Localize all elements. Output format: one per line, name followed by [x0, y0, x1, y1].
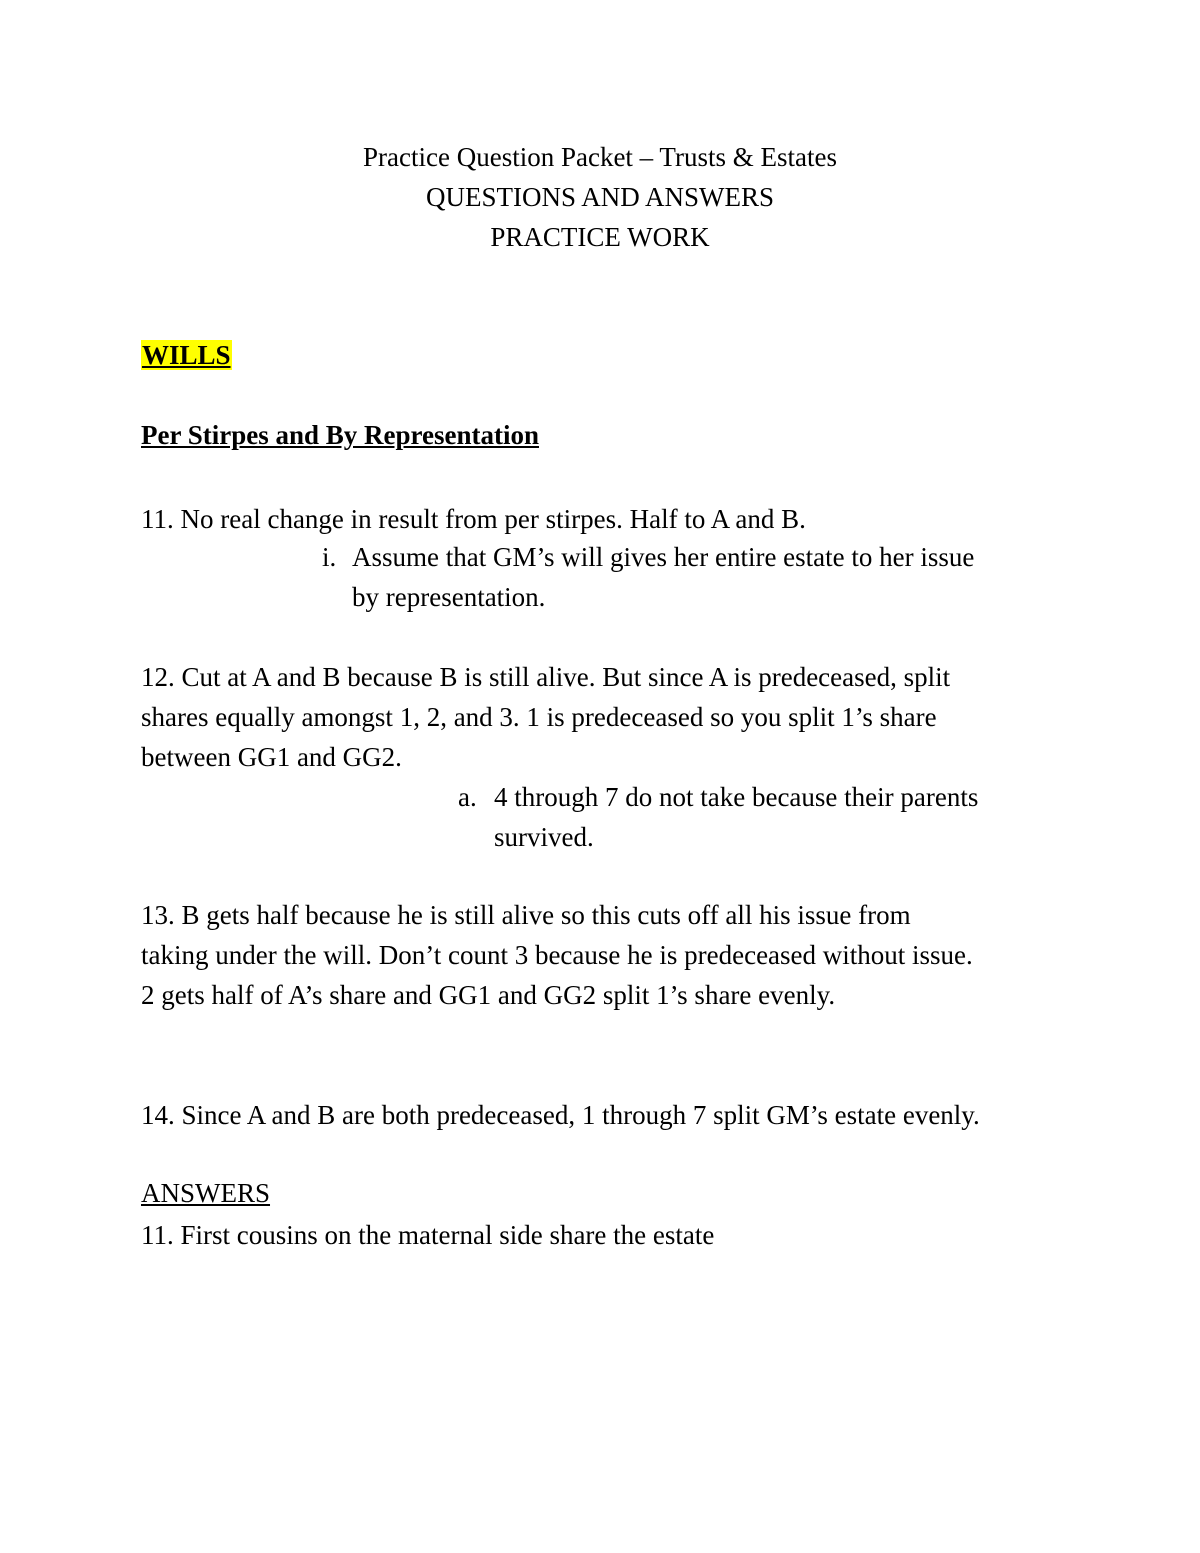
q12-line-2: shares equally amongst 1, 2, and 3. 1 is predeceased so you split 1’s share	[141, 702, 937, 732]
q12-sub-line-1: 4 through 7 do not take because their parents	[494, 782, 979, 812]
q11-line-1: 11. No real change in result from per stirpes. Half to A and B.	[141, 504, 806, 534]
q13-line-1: 13. B gets half because he is still alive so this cuts off all his issue from	[141, 900, 911, 930]
q13-line-2: taking under the will. Don’t count 3 because he is predeceased without issue.	[141, 940, 973, 970]
q12-sub-line-2: survived.	[494, 822, 594, 852]
q14-line-1: 14. Since A and B are both predeceased, 1 through 7 split GM’s estate evenly.	[141, 1100, 980, 1130]
answers-line-1: 11. First cousins on the maternal side share the estate	[141, 1220, 715, 1250]
q11-sub-line-2: by representation.	[352, 582, 546, 612]
document-subtitle-practice: PRACTICE WORK	[490, 222, 710, 252]
q11-sub-line-1: Assume that GM’s will gives her entire estate to her issue	[352, 542, 975, 572]
section-heading-wills-wrap	[141, 338, 232, 372]
subheading-wrap	[141, 418, 539, 452]
document-subtitle-questions: QUESTIONS AND ANSWERS	[425, 182, 775, 212]
q11-sub-marker: i.	[322, 542, 337, 572]
q13-line-3: 2 gets half of A’s share and GG1 and GG2 split 1’s share evenly.	[141, 980, 836, 1010]
section-heading-wills: WILLS	[142, 340, 231, 370]
q12-line-3: between GG1 and GG2.	[141, 742, 402, 772]
q12-line-1: 12. Cut at A and B because B is still alive. But since A is predeceased, split	[141, 662, 951, 692]
answers-heading: ANSWERS	[141, 1178, 271, 1208]
document-title: Practice Question Packet – Trusts & Estates	[363, 142, 837, 172]
answers-heading-wrap	[141, 1176, 270, 1210]
q12-sub-marker: a.	[458, 782, 477, 812]
subheading-per-stirpes: Per Stirpes and By Representation	[141, 420, 539, 450]
